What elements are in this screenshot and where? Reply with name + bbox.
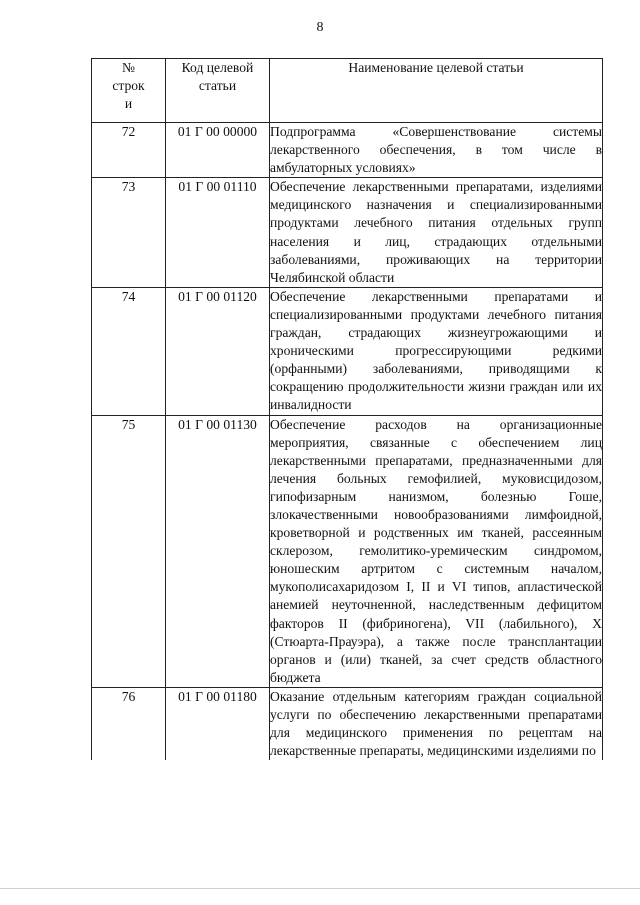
table-row <box>92 178 603 288</box>
page-bottom-divider <box>0 888 640 889</box>
header-code-label: Код целевой статьи <box>181 60 254 94</box>
table-row <box>92 123 603 178</box>
header-name <box>270 59 603 123</box>
target-code: 01 Г 00 01110 <box>166 178 270 288</box>
header-code <box>166 59 270 123</box>
target-name-text: Оказание отдельным категориям граждан социальной услуги по обеспечению лекарственными препаратами для медицинского применения по рецептам на лекарственные препараты, медицинскими изделиями по <box>270 688 602 759</box>
table-row <box>92 287 603 415</box>
row-number: 76 <box>92 687 166 760</box>
row-number: 72 <box>92 123 166 178</box>
row-number: 73 <box>92 178 166 288</box>
target-articles-table <box>91 58 603 760</box>
page-number: 8 <box>316 20 324 35</box>
table-row <box>92 415 603 687</box>
row-number: 74 <box>92 287 166 415</box>
target-name <box>270 178 603 288</box>
target-name <box>270 123 603 178</box>
row-number: 75 <box>92 415 166 687</box>
header-name-label: Наименование целевой статьи <box>348 60 524 75</box>
target-code: 01 Г 00 00000 <box>166 123 270 178</box>
header-row-number <box>92 59 166 123</box>
target-name-text: Обеспечение лекарственными препаратами, изделиями медицинского назначения и специализированными продуктами лечебного питания отдельных групп населения и лиц, страдающих отдельными заболеваниями, проживающих на территории Челябинской области <box>270 179 602 285</box>
target-code: 01 Г 00 01180 <box>166 687 270 760</box>
target-name-text: Обеспечение лекарственными препаратами и специализированными продуктами лечебного питания граждан, страдающих жизнеугрожающими и хроническими прогрессирующими редкими (орфанными) заболеваниями, приводящими к сокращению продолжительности жизни граждан или их инвалидности <box>270 288 602 413</box>
header-row-number-label: № строк и <box>112 60 145 112</box>
target-name <box>270 687 603 760</box>
target-code: 01 Г 00 01130 <box>166 415 270 687</box>
target-code: 01 Г 00 01120 <box>166 287 270 415</box>
target-name-text: Подпрограмма «Совершенствование системы лекарственного обеспечения, в том числе в амбулаторных условиях» <box>270 124 602 176</box>
table-row <box>92 687 603 760</box>
target-name-text: Обеспечение расходов на организационные мероприятия, связанные с обеспечением лиц лекарственными препаратами, предназначенными для лечения больных гемофилией, муковисцидозом, гипофизарным нанизмом, болезнью Гоше, злокачественными новообразованиями лимфоидной, кроветворной и родственных им тканей, рассеянным склерозом, гемолитико-уремическим синдромом, юношеским артритом с системным началом, мукополисахаридозом I, II и VI типов, апластической анемией неуточненной, наследственным дефицитом факторов II (фибриногена), VII (лабильного), X (Стюарта-Прауэра), а также после трансплантации органов и (или) тканей, за счет средств областного бюджета <box>270 416 602 685</box>
target-name <box>270 287 603 415</box>
target-name <box>270 415 603 687</box>
table-header <box>92 59 603 123</box>
